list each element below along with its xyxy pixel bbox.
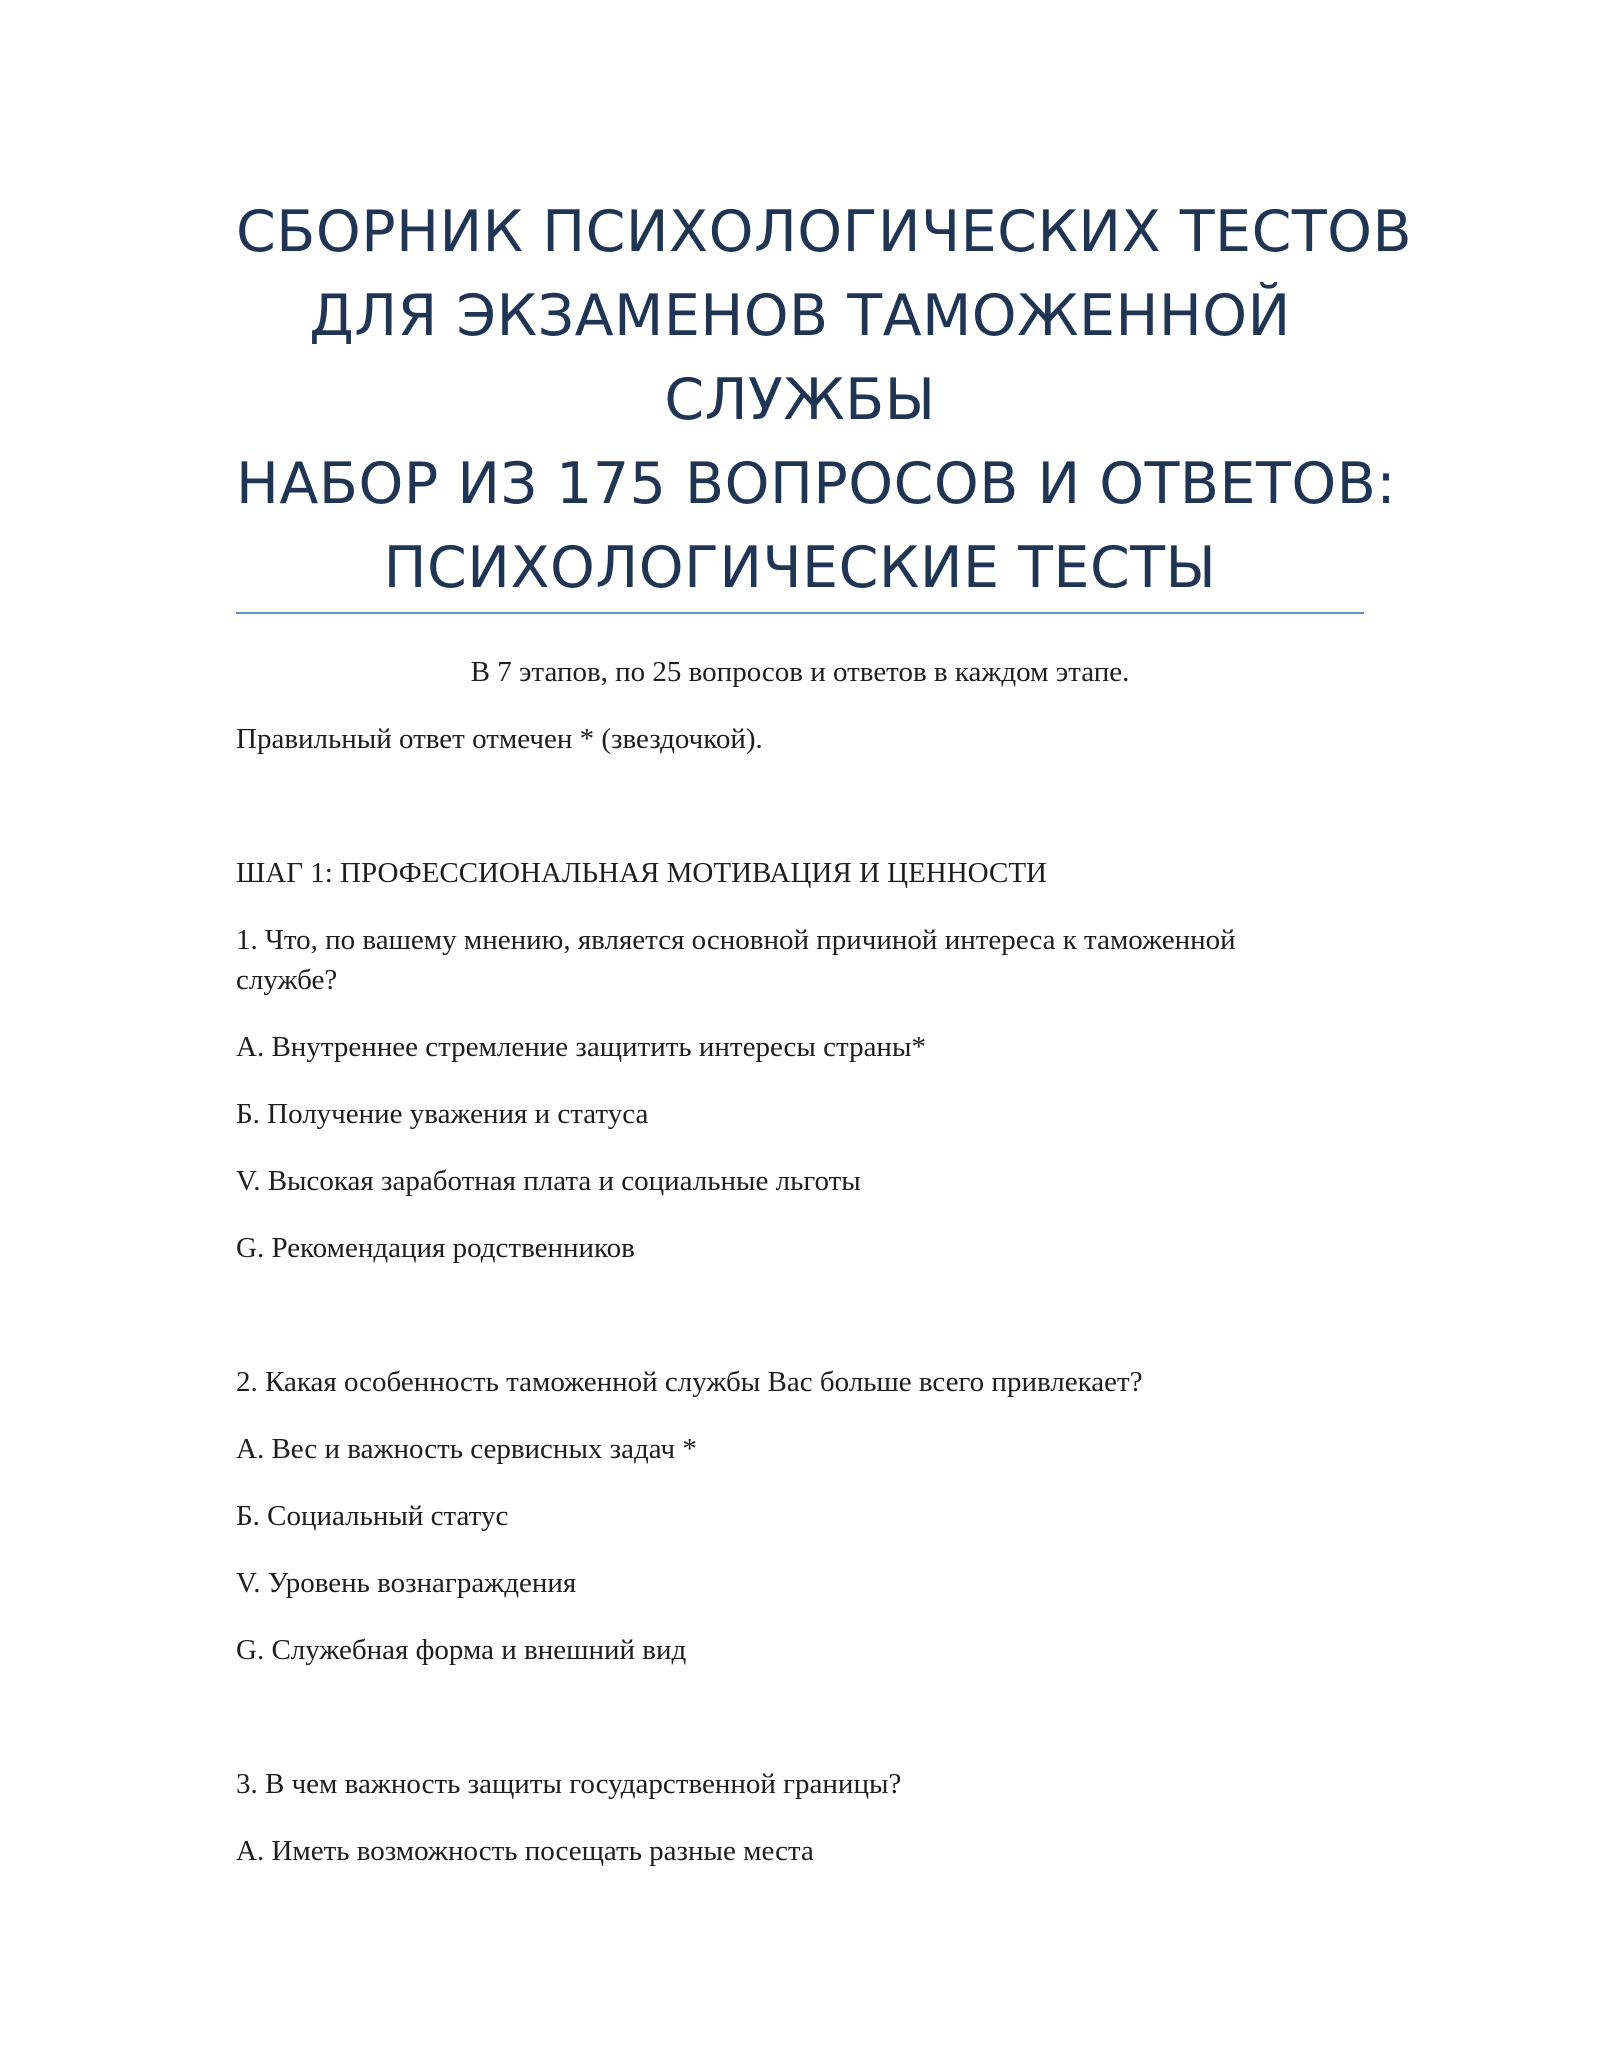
title-line: СБОРНИК ПСИХОЛОГИЧЕСКИХ ТЕСТОВ [236, 199, 1413, 265]
answer-option: V. Уровень вознаграждения [236, 1567, 577, 1599]
answer-option: A. Вес и важность сервисных задач * [236, 1433, 697, 1465]
intro-stages: В 7 этапов, по 25 вопросов и ответов в каждом этапе. [470, 656, 1130, 688]
answer-option: Б. Социальный статус [236, 1500, 509, 1532]
question-2-text: 2. Какая особенность таможенной службы Вас больше всего привлекает? [236, 1366, 1143, 1398]
title-line: ДЛЯ ЭКЗАМЕНОВ ТАМОЖЕННОЙ [309, 283, 1291, 349]
step-heading: ШАГ 1: ПРОФЕССИОНАЛЬНАЯ МОТИВАЦИЯ И ЦЕННОСТИ [236, 857, 1047, 889]
answer-option: Б. Получение уважения и статуса [236, 1098, 649, 1130]
answer-option: G. Служебная форма и внешний вид [236, 1634, 687, 1666]
title-divider [236, 612, 1364, 614]
answer-option: A. Иметь возможность посещать разные места [236, 1835, 814, 1867]
question-1-text: 1. Что, по вашему мнению, является основной причиной интереса к таможенной [236, 924, 1236, 956]
title-line: НАБОР ИЗ 175 ВОПРОСОВ И ОТВЕТОВ: [236, 451, 1397, 517]
answer-option: A. Внутреннее стремление защитить интересы страны* [236, 1031, 926, 1063]
question-3-text: 3. В чем важность защиты государственной границы? [236, 1768, 902, 1800]
document-title [236, 190, 1413, 610]
answer-option: V. Высокая заработная плата и социальные льготы [236, 1165, 861, 1197]
answer-option: G. Рекомендация родственников [236, 1232, 635, 1264]
title-line: СЛУЖБЫ [664, 367, 936, 433]
title-line: ПСИХОЛОГИЧЕСКИЕ ТЕСТЫ [383, 535, 1217, 601]
question-1-text-continued: службе? [236, 964, 338, 996]
intro-note: Правильный ответ отмечен * (звездочкой). [236, 723, 763, 755]
